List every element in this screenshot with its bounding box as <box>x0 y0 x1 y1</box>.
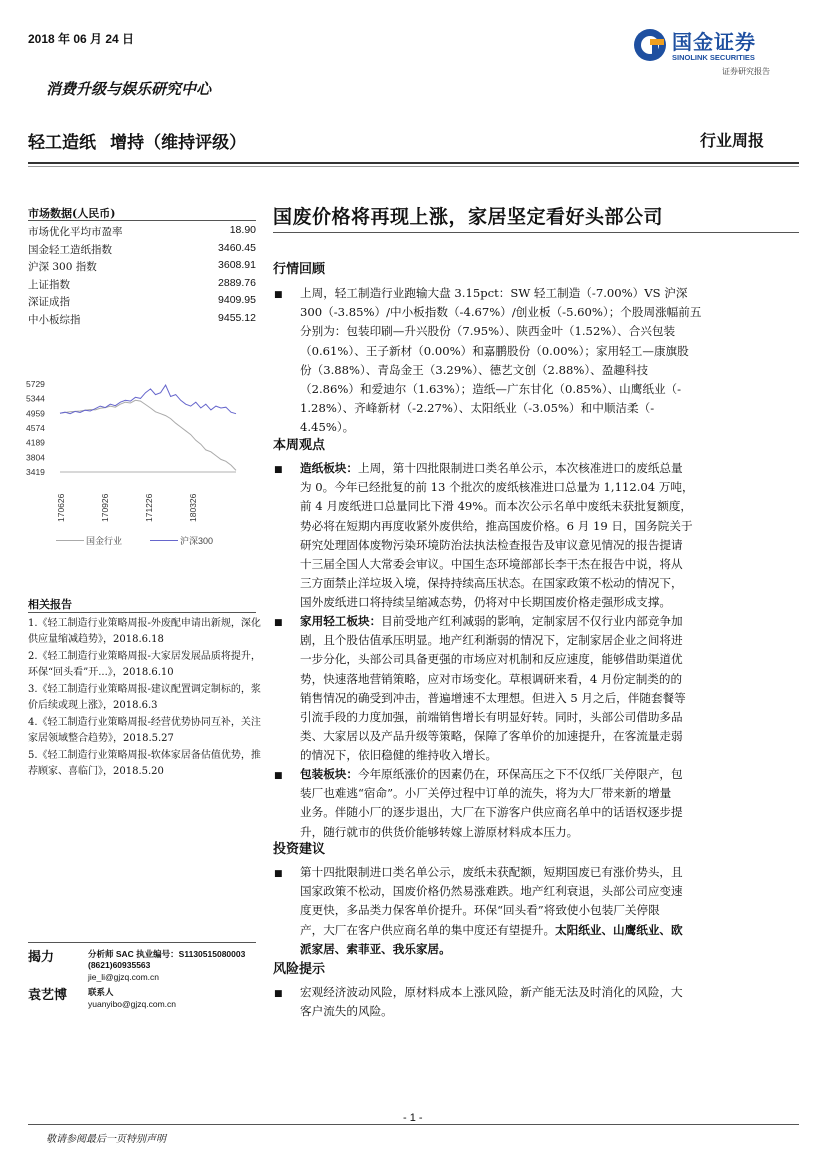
paper-sector-line: 三方面禁止洋垃圾入境，保持持续高压状态。在国家政策不松动的情况下， <box>300 576 683 591</box>
analyst-1-name: 揭力 <box>28 950 55 965</box>
market-review-line: （2.86%）和爱迪尔（1.63%）；造纸—广东甘化（0.85%）、山鹰纸业（- <box>300 382 682 397</box>
market-data-row <box>28 242 256 257</box>
market-data-value: 9455.12 <box>218 311 256 324</box>
recommended-stocks-cont: 派家居、索菲亚、我乐家居。 <box>300 941 451 956</box>
market-data-label: 深证成指 <box>28 296 70 308</box>
x-tick-label: 180326 <box>188 493 198 522</box>
y-tick-label: 3804 <box>26 452 45 463</box>
packaging-sector-first-line: 今年原纸涨价的因素仍在，环保高压之下不仅纸厂关停限产，包 <box>357 767 683 781</box>
market-data-row <box>28 259 256 274</box>
investment-advice-line <box>300 901 788 920</box>
market-review-line: 300（-3.85%）/中小板指数（-4.67%）/创业板（-5.60%）；个股周涨幅前五 <box>300 305 702 320</box>
risk-line: 宏观经济波动风险，原材料成本上涨风险，新产能无法及时消化的风险，大 <box>300 985 683 999</box>
y-tick-label: 4959 <box>26 408 45 419</box>
paper-sector-first-line: 上周，第十四批限制进口类名单公示，本次核准进口的废纸总量 <box>357 461 683 475</box>
household-sector-line: 势，快速落地营销策略，应对市场变化。草根调研来看，4 月份定制类的的 <box>300 671 683 686</box>
household-sector-line: 剧，且个股估值承压明显。地产红利渐弱的情况下，定制家居企业之间将进 <box>300 633 683 648</box>
market-data-value: 3460.45 <box>218 241 256 254</box>
market-data-label: 中小板综指 <box>28 313 81 326</box>
household-sector-text <box>300 612 788 766</box>
packaging-sector-lead: 包装板块： <box>300 767 358 781</box>
market-data-label: 上证指数 <box>28 278 70 291</box>
legend-line-hs300 <box>150 540 178 541</box>
report-date: 2018 年 06 月 24 日 <box>28 32 135 46</box>
market-review-line: 4.45%）。 <box>300 420 355 435</box>
risk-text <box>300 983 788 1021</box>
legend-line-industry <box>56 540 84 541</box>
market-data-row <box>28 312 256 327</box>
packaging-sector-line: 业务。伴随小厂的逐步退出，大厂在下游客户供应商名单中的话语权逐步提 <box>300 805 683 820</box>
packaging-sector-text <box>300 765 788 842</box>
report-type: 行业周报 <box>700 131 765 150</box>
related-report-link[interactable]: 4.《轻工制造行业策略周报-经营优势协同互补，关注家居领域整合趋势》，2018.5.27 <box>28 717 261 744</box>
household-sector-lead: 家用轻工板块： <box>300 614 382 628</box>
logo-text-en: SINOLINK SECURITIES <box>672 53 755 62</box>
y-tick-label: 3419 <box>26 467 45 477</box>
market-data-value: 18.90 <box>229 224 256 236</box>
market-data-label: 市场优化平均市盈率 <box>28 226 123 238</box>
market-data-value: 3608.91 <box>218 259 256 271</box>
investment-advice-text <box>300 863 788 959</box>
heading-market-review: 行情回顾 <box>273 262 326 277</box>
market-review-text <box>300 284 788 438</box>
market-data-label: 沪深 300 指数 <box>28 261 97 273</box>
market-divider <box>28 220 256 221</box>
market-data-row <box>28 277 256 292</box>
paper-sector-lead: 造纸板块： <box>300 461 358 475</box>
rating: 增持（维持评级） <box>110 133 247 152</box>
household-sector-first-line: 目前受地产红利减弱的影响，定制家居不仅行业内部竞争加 <box>381 614 683 628</box>
analyst-2-role: 联系人 <box>88 987 114 997</box>
analyst-2-email[interactable]: yuanyibo@gjzq.com.cn <box>88 999 177 1009</box>
title-divider <box>273 232 799 233</box>
industry-name: 轻工造纸 <box>28 133 96 152</box>
household-sector-line: 类、大家居以及产品升级等策略，保障了客单价的加速提升，在客流量走弱 <box>300 729 683 744</box>
market-data-value: 9409.95 <box>218 294 256 306</box>
related-report-link[interactable]: 5.《轻工制造行业策略周报-软体家居备估值优势，推荐顾家、喜临门》，2018.5.20 <box>28 750 261 777</box>
market-review-line: 1.28%）、齐峰新材（-2.27%）、太阳纸业（-3.05%）和中顺洁柔（- <box>300 401 655 416</box>
paper-sector-line: 十三届全国人大常委会审议。中国生态环境部部长李干杰在报告中说，将从 <box>300 557 683 572</box>
page-number: - 1 - <box>403 1112 423 1124</box>
logo-subtitle: 证券研究报告 <box>722 67 770 76</box>
market-data-title: 市场数据(人民币) <box>28 207 116 220</box>
related-report-link[interactable]: 3.《轻工制造行业策略周报-建议配置调定制标的，浆价后续或现上涨》，2018.6.3 <box>28 684 261 711</box>
industry-rating <box>28 128 246 153</box>
market-data-row <box>28 294 256 309</box>
analyst-divider <box>28 942 256 943</box>
y-tick-label: 4574 <box>26 423 45 433</box>
y-tick-label: 4189 <box>26 437 45 448</box>
market-data-value: 2889.76 <box>218 276 256 289</box>
legend-industry: 国金行业 <box>86 536 123 546</box>
investment-advice-text-span: 产，大厂在客户供应商名单的集中度还有望提升。 <box>300 922 556 937</box>
footer-divider <box>28 1124 799 1125</box>
analyst-1-email[interactable]: jie_li@gjzq.com.cn <box>88 972 159 982</box>
bullet-icon: ■ <box>274 989 283 999</box>
household-sector-line: 销售情况的确受到冲击，普遍增速不太理想。但进入 5 月之后，伴随套餐等 <box>300 690 686 705</box>
market-review-line: 分别为：包装印刷—升兴股份（7.95%）、陕西金叶（1.52%）、合兴包装 <box>300 324 676 339</box>
heading-investment-advice: 投资建议 <box>273 842 326 857</box>
related-report-link[interactable]: 1.《轻工制造行业策略周报-外废配申请出新规，深化供应量缩减趋势》，2018.6.18 <box>28 618 261 645</box>
analyst-1-role: 分析师 SAC 执业编号：S1130515080003 <box>88 949 246 959</box>
x-tick-label: 170626 <box>56 493 66 522</box>
bullet-icon: ■ <box>274 290 283 300</box>
x-tick-label: 170926 <box>100 493 110 522</box>
footer-disclaimer: 敬请参阅最后一页特别声明 <box>46 1134 166 1145</box>
risk-line: 客户流失的风险。 <box>300 1004 393 1019</box>
household-sector-line: 引流手段的力度加强，前端销售增长有明显好转。同时，头部公司借助多品 <box>300 710 683 725</box>
household-sector-line: 的情况下，依旧稳健的维持收入增长。 <box>300 748 498 763</box>
bullet-icon: ■ <box>274 771 283 781</box>
bullet-icon: ■ <box>274 869 283 879</box>
market-data-row <box>28 224 256 239</box>
paper-sector-line: 国外废纸进口将持续呈缩减态势，仍将对中长期国废价格走强形成支撑。 <box>300 595 672 610</box>
related-title: 相关报告 <box>28 598 72 611</box>
logo-text-cn: 国金证券 <box>672 32 756 54</box>
investment-advice-text-span: 第十四批限制进口类名单公示，废纸未获配额，短期国废已有涨价势头，且 <box>300 865 683 879</box>
bullet-icon: ■ <box>274 618 283 628</box>
related-report-link[interactable]: 2.《轻工制造行业策略周报-大家居发展品质将提升，环保“回头看”开...》，2018.6.10 <box>28 651 261 678</box>
household-sector-line: 一步分化，头部公司具备更强的市场应对机制和反应速度，能够借助渠道优 <box>300 652 683 667</box>
research-center: 消费升级与娱乐研究中心 <box>46 80 212 98</box>
investment-advice-line <box>300 863 788 882</box>
analyst-2-name: 袁艺博 <box>28 988 68 1003</box>
market-review-line: 份（3.88%）、青岛金王（3.29%）、德艺文创（2.88%）、盈趣科技 <box>300 362 649 377</box>
header-divider-thin <box>28 166 799 167</box>
recommended-stocks: 太阳纸业、山鹰纸业、欧 <box>555 922 683 937</box>
sinolink-logo-icon <box>632 27 668 63</box>
investment-advice-text-span: 度更快，多品类力保客单价提升。环保“回头看”将致使小包装厂关停限 <box>300 903 660 918</box>
packaging-sector-line: 装厂也难逃“宿命”。小厂关停过程中订单的流失，将为大厂带来新的增量 <box>300 786 672 801</box>
header-divider <box>28 162 799 164</box>
paper-sector-line: 势必将在短期内再度收紧外废供给，推高国废价格。6 月 19 日，国务院关于 <box>300 518 693 533</box>
series-line-1 <box>60 385 236 414</box>
heading-risk: 风险提示 <box>273 962 326 977</box>
packaging-sector-line: 升，随行就市的供货价能够转嫁上游原材料成本压力。 <box>300 824 579 839</box>
market-review-line: 上周，轻工制造行业跑输大盘 3.15pct：SW 轻工制造（-7.00%）VS 沪深 <box>300 286 688 300</box>
y-tick-label: 5729 <box>26 379 45 389</box>
y-tick-label: 5344 <box>26 393 45 404</box>
investment-advice-text-span: 国家政策不松动，国废价格仍然易涨难跌。地产红利衰退，头部公司应变速 <box>300 884 683 899</box>
paper-sector-text <box>300 459 788 613</box>
paper-sector-line: 为 0。今年已经批复的前 13 个批次的废纸核准进口总量为 1,112.04 万吨， <box>300 480 694 495</box>
analyst-1-phone: (8621)60935563 <box>88 960 151 970</box>
legend-hs300: 沪深300 <box>180 536 214 546</box>
x-tick-label: 171226 <box>144 493 154 522</box>
heading-weekly-view: 本周观点 <box>273 438 326 453</box>
bullet-icon: ■ <box>274 465 283 475</box>
related-divider <box>28 612 256 613</box>
investment-advice-line <box>300 882 788 901</box>
report-title: 国废价格将再现上涨，家居坚定看好头部公司 <box>273 206 664 228</box>
market-review-line: （0.61%）、王子新材（0.00%）和嘉鹏股份（0.00%）；家用轻工—康旗股 <box>300 343 689 358</box>
market-data-label: 国金轻工造纸指数 <box>28 243 112 256</box>
investment-advice-line <box>300 921 788 940</box>
index-chart <box>20 372 250 572</box>
paper-sector-line: 研究处理固体废物污染环境防治法执法检查报告及审议意见情况的报告提请 <box>300 537 683 552</box>
paper-sector-line: 前 4 月废纸进口总量同比下滑 49%。而本次公示名单中废纸未获批复额度， <box>300 499 693 514</box>
